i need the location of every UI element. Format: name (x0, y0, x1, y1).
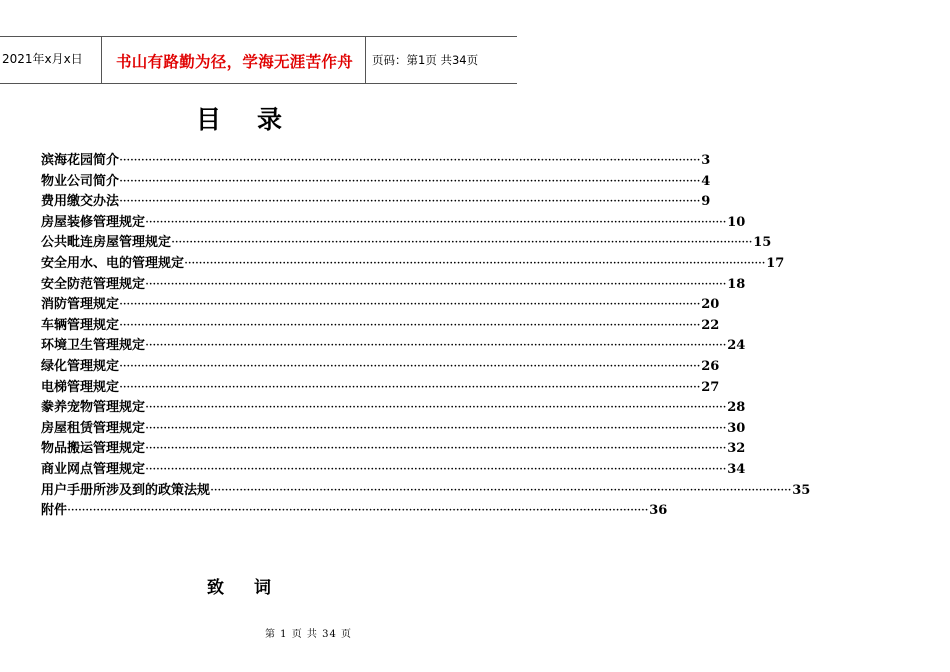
toc-dot-leader: ································································································································································ (145, 276, 727, 292)
toc-item[interactable] (41, 479, 811, 500)
toc-item-page: 10 (727, 214, 746, 230)
toc-list (41, 149, 811, 520)
toc-title: 目录 (196, 105, 319, 134)
toc-dot-leader: ································································································································································ (145, 214, 727, 230)
toc-dot-leader: ································································································································································ (119, 194, 701, 210)
toc-item-page: 4 (701, 173, 711, 189)
toc-dot-leader: ································································································································································ (145, 461, 727, 477)
toc-item-label: 附件 (41, 503, 68, 519)
toc-item-page: 22 (701, 317, 720, 333)
toc-item-label: 电梯管理规定 (41, 379, 120, 395)
toc-item[interactable] (41, 396, 746, 417)
footer-page-number: 第 1 页 共 34 页 (265, 629, 352, 640)
toc-dot-leader: ································································································································································ (145, 441, 727, 457)
toc-dot-leader: ································································································································································ (119, 297, 701, 313)
toc-item-label: 消防管理规定 (41, 297, 120, 313)
toc-item-page: 35 (792, 482, 811, 498)
header-bottom-rule (0, 83, 517, 84)
toc-item-page: 9 (701, 194, 711, 210)
toc-item-label: 物品搬运管理规定 (41, 441, 146, 457)
toc-item-label: 费用缴交办法 (41, 194, 120, 210)
toc-dot-leader: ································································································································································ (67, 503, 649, 519)
header-divider-left (101, 36, 102, 83)
toc-item[interactable] (41, 376, 720, 397)
toc-item-page: 36 (649, 503, 668, 519)
toc-item[interactable] (41, 190, 711, 211)
toc-item-page: 24 (727, 338, 746, 354)
toc-dot-leader: ································································································································································ (184, 255, 766, 271)
toc-item[interactable] (41, 293, 720, 314)
toc-item-page: 26 (701, 358, 720, 374)
toc-dot-leader: ································································································································································ (119, 153, 701, 168)
toc-item[interactable] (41, 334, 746, 355)
toc-item-page: 27 (701, 379, 720, 395)
toc-item-page: 18 (727, 276, 746, 292)
toc-item-page: 15 (753, 235, 772, 251)
toc-item-label: 商业网点管理规定 (41, 461, 146, 477)
toc-item[interactable] (41, 252, 785, 273)
toc-item-page: 34 (727, 461, 746, 477)
toc-item-page: 28 (727, 400, 746, 416)
toc-item[interactable] (41, 170, 711, 191)
toc-item-page: 17 (766, 255, 785, 271)
header-motto: 书山有路勤为径，学海无涯苦作舟 (116, 53, 354, 71)
header-top-rule (0, 36, 517, 37)
toc-item[interactable] (41, 437, 746, 458)
toc-item-page: 30 (727, 420, 746, 436)
toc-item-label: 滨海花园简介 (41, 153, 120, 168)
toc-item-label: 安全用水、电的管理规定 (41, 255, 185, 271)
toc-item-label: 物业公司简介 (41, 173, 120, 189)
toc-item-label: 绿化管理规定 (41, 358, 120, 374)
toc-dot-leader: ································································································································································ (145, 420, 727, 436)
toc-dot-leader: ································································································································································ (171, 235, 753, 251)
toc-item-label: 安全防范管理规定 (41, 276, 146, 292)
toc-item[interactable] (41, 314, 720, 335)
toc-dot-leader: ································································································································································ (119, 358, 701, 374)
toc-dot-leader: ································································································································································ (119, 379, 701, 395)
toc-dot-leader: ································································································································································ (119, 173, 701, 189)
toc-item[interactable] (41, 273, 746, 294)
toc-dot-leader: ································································································································································ (119, 317, 701, 333)
toc-item-page: 3 (701, 153, 711, 168)
toc-item-label: 用户手册所涉及到的政策法规 (41, 482, 211, 498)
header-divider-right (365, 36, 366, 83)
toc-item-label: 房屋装修管理规定 (41, 214, 146, 230)
toc-item-page: 20 (701, 297, 720, 313)
toc-dot-leader: ································································································································································ (145, 400, 727, 416)
toc-item-label: 豢养宠物管理规定 (41, 400, 146, 416)
toc-item-label: 环境卫生管理规定 (41, 338, 146, 354)
toc-item[interactable] (41, 499, 668, 520)
toc-dot-leader: ································································································································································ (210, 482, 792, 498)
header-page-info: 页码：第1页 共34页 (372, 53, 479, 67)
toc-item-label: 车辆管理规定 (41, 317, 120, 333)
toc-item-page: 32 (727, 441, 746, 457)
toc-item[interactable] (41, 211, 746, 232)
toc-item[interactable] (41, 355, 720, 376)
toc-item-label: 房屋租赁管理规定 (41, 420, 146, 436)
section-heading: 致词 (207, 578, 301, 598)
header-date: 2021年x月x日 (2, 52, 83, 66)
toc-item[interactable] (41, 458, 746, 479)
toc-dot-leader: ································································································································································ (145, 338, 727, 354)
toc-item-label: 公共毗连房屋管理规定 (41, 235, 172, 251)
toc-item[interactable] (41, 417, 746, 438)
toc-item[interactable] (41, 149, 711, 170)
toc-item[interactable] (41, 231, 772, 252)
